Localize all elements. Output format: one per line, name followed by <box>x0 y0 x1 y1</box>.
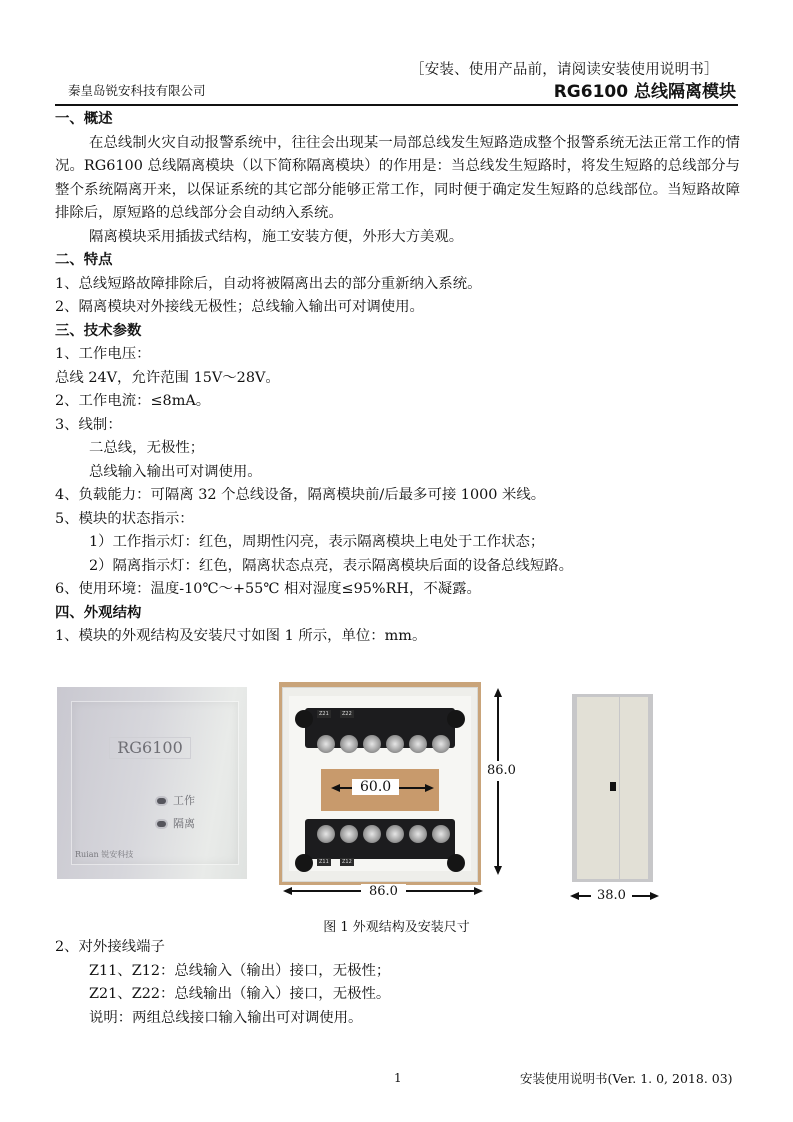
front-panel-bevel <box>71 701 239 865</box>
terminal-screw-icon <box>317 735 335 753</box>
dimension-label-width: 86.0 <box>361 884 406 900</box>
overview-paragraph-1: 在总线制火灾自动报警系统中，往往会出现某一局部总线发生短路造成整个报警系统无法正常工作的情况。RG6100 总线隔离模块（以下简称隔离模块）的作用是：当总线发生短路时，将发生短路的总线部分与整个系统隔离开来，以保证系统的其它部分能够正常工作，同时便于确定发生短路的总线部位。当短路故障排除后，原短路的总线部分会自动纳入系统。 <box>55 134 740 221</box>
section-heading-overview: 一、概述 <box>55 111 113 127</box>
screw-cap-icon <box>447 710 465 728</box>
spec-line: 5、模块的状态指示： <box>55 510 194 527</box>
terminal-screw-icon <box>409 825 427 843</box>
spec-line: 1）工作指示灯：红色，周期性闪亮，表示隔离模块上电处于工作状态； <box>89 534 545 550</box>
dimension-label-mount: 60.0 <box>352 779 399 795</box>
section-heading-features: 二、特点 <box>55 252 113 268</box>
arrow-right-icon <box>425 784 434 792</box>
dimension-label-height: 86.0 <box>484 761 519 781</box>
document-title: RG6100 总线隔离模块 <box>553 82 736 102</box>
screw-cap-icon <box>447 854 465 872</box>
terminal-screw-icon <box>409 735 427 753</box>
terminal-tag-z22: Z22 <box>342 711 352 717</box>
terminal-screw-icon <box>432 735 450 753</box>
appearance-intro: 1、模块的外观结构及安装尺寸如图 1 所示，单位：mm。 <box>55 628 427 644</box>
terminal-tag-z21: Z21 <box>319 711 329 717</box>
feature-item: 1、总线短路故障排除后，自动将被隔离出去的部分重新纳入系统。 <box>55 275 482 292</box>
terminals-line: Z21、Z22：总线输出（输入）接口，无极性。 <box>89 986 391 1002</box>
arrow-right-icon <box>650 892 659 900</box>
arrow-right-icon <box>474 887 483 895</box>
isolate-led-label: 隔离 <box>173 817 195 830</box>
terminals-line: Z11、Z12：总线输入（输出）接口，无极性； <box>89 962 391 979</box>
terminal-screw-icon <box>340 735 358 753</box>
dimension-line-height <box>497 695 499 867</box>
side-panel-right <box>620 697 648 879</box>
spec-line: 6、使用环境：温度-10℃～+55℃ 相对湿度≤95%RH，不凝露。 <box>55 581 481 597</box>
company-name: 秦皇岛锐安科技有限公司 <box>68 83 206 98</box>
terminals-heading: 2、对外接线端子 <box>55 939 165 955</box>
isolate-led-icon <box>157 821 166 827</box>
spec-line: 总线 24V，允许范围 15V～28V。 <box>55 369 280 386</box>
footer-version: 安装使用说明书(Ver. 1. 0, 2018. 03) <box>520 1071 733 1086</box>
terminal-screw-icon <box>386 825 404 843</box>
document-body <box>55 108 740 649</box>
side-latch <box>610 782 616 791</box>
spec-line: 二总线，无极性； <box>89 440 205 456</box>
front-model-label: RG6100 <box>109 737 191 759</box>
spec-line: 3、线制： <box>55 416 122 433</box>
terminal-screw-icon <box>317 825 335 843</box>
open-box-photo <box>279 682 481 885</box>
header-install-note: ［安装、使用产品前，请阅读安装使用说明书］ <box>410 62 719 78</box>
spec-line: 2、工作电流：≤8mA。 <box>55 393 211 409</box>
work-led-label: 工作 <box>173 794 195 807</box>
screw-cap-icon <box>295 710 313 728</box>
side-view-photo <box>572 694 653 882</box>
section-heading-specs: 三、技术参数 <box>55 322 142 339</box>
screw-cap-icon <box>295 854 313 872</box>
feature-item: 2、隔离模块对外接线无极性；总线输入输出可对调使用。 <box>55 299 424 315</box>
spec-line: 4、负载能力：可隔离 32 个总线设备，隔离模块前/后最多可接 1000 米线。 <box>55 487 546 503</box>
spec-line: 1、工作电压： <box>55 346 151 362</box>
overview-paragraph-2: 隔离模块采用插拔式结构，施工安装方便，外形大方美观。 <box>89 228 464 245</box>
terminals-section <box>55 936 740 1030</box>
figure-caption: 图 1 外观结构及安装尺寸 <box>323 920 470 935</box>
terminal-screw-icon <box>386 735 404 753</box>
header-divider <box>55 104 738 106</box>
terminal-screw-icon <box>340 825 358 843</box>
section-heading-appearance: 四、外观结构 <box>55 604 142 621</box>
work-led-icon <box>157 798 166 804</box>
terminal-screw-icon <box>363 735 381 753</box>
front-panel-photo <box>57 687 247 879</box>
page-number: 1 <box>394 1071 402 1085</box>
terminal-screw-icon <box>363 825 381 843</box>
brand-logo: Ruian 锐安科技 <box>75 850 134 859</box>
terminal-tag-z12: Z12 <box>342 859 352 865</box>
terminal-tag-z11: Z11 <box>319 859 329 865</box>
terminal-screw-icon <box>432 825 450 843</box>
spec-line: 总线输入输出可对调使用。 <box>89 463 262 480</box>
spec-line: 2）隔离指示灯：红色，隔离状态点亮，表示隔离模块后面的设备总线短路。 <box>89 557 574 574</box>
dimension-label-depth: 38.0 <box>591 888 632 904</box>
terminals-line: 说明：两组总线接口输入输出可对调使用。 <box>89 1009 363 1026</box>
arrow-down-icon <box>494 866 502 875</box>
